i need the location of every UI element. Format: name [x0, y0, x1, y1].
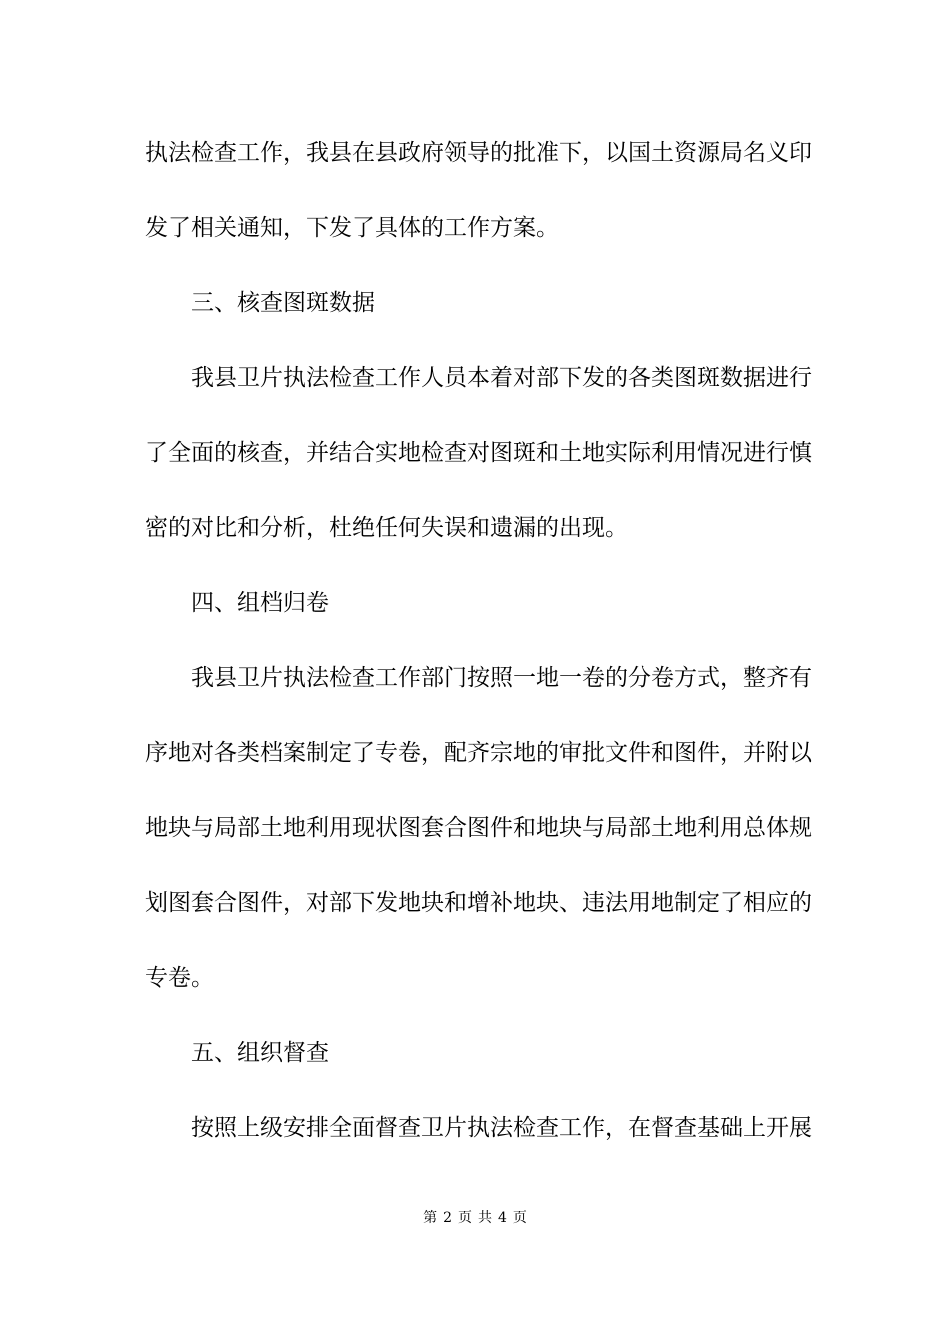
text-line-8: 我县卫片执法检查工作部门按照一地一卷的分卷方式，整齐有 — [191, 665, 812, 691]
footer-current-page: 2 — [443, 1210, 452, 1226]
section-heading-4: 四、组档归卷 — [191, 590, 329, 616]
section-heading-3: 三、核查图斑数据 — [191, 290, 375, 316]
text-line-12: 专卷。 — [145, 965, 214, 991]
text-line-5: 了全面的核查，并结合实地检查对图斑和土地实际利用情况进行慎 — [145, 440, 812, 466]
text-line-6: 密的对比和分析，杜绝任何失误和遗漏的出现。 — [145, 515, 628, 541]
footer-total-word: 共 — [478, 1210, 492, 1226]
footer-suffix: 页 — [512, 1210, 527, 1226]
text-line-4: 我县卫片执法检查工作人员本着对部下发的各类图斑数据进行 — [191, 365, 812, 391]
footer-page-word: 页 — [458, 1210, 472, 1226]
section-heading-5: 五、组织督查 — [191, 1040, 329, 1066]
text-line-14: 按照上级安排全面督查卫片执法检查工作，在督查基础上开展 — [191, 1115, 812, 1141]
text-line-1: 执法检查工作，我县在县政府领导的批准下，以国土资源局名义印 — [145, 140, 812, 166]
text-line-10: 地块与局部土地利用现状图套合图件和地块与局部土地利用总体规 — [145, 815, 812, 841]
page-footer — [0, 1208, 950, 1228]
footer-total-pages: 4 — [498, 1210, 507, 1226]
text-line-11: 划图套合图件，对部下发地块和增补地块、违法用地制定了相应的 — [145, 890, 812, 916]
footer-prefix: 第 — [423, 1210, 438, 1226]
text-line-2: 发了相关通知，下发了具体的工作方案。 — [145, 215, 559, 241]
text-line-9: 序地对各类档案制定了专卷，配齐宗地的审批文件和图件，并附以 — [145, 740, 812, 766]
